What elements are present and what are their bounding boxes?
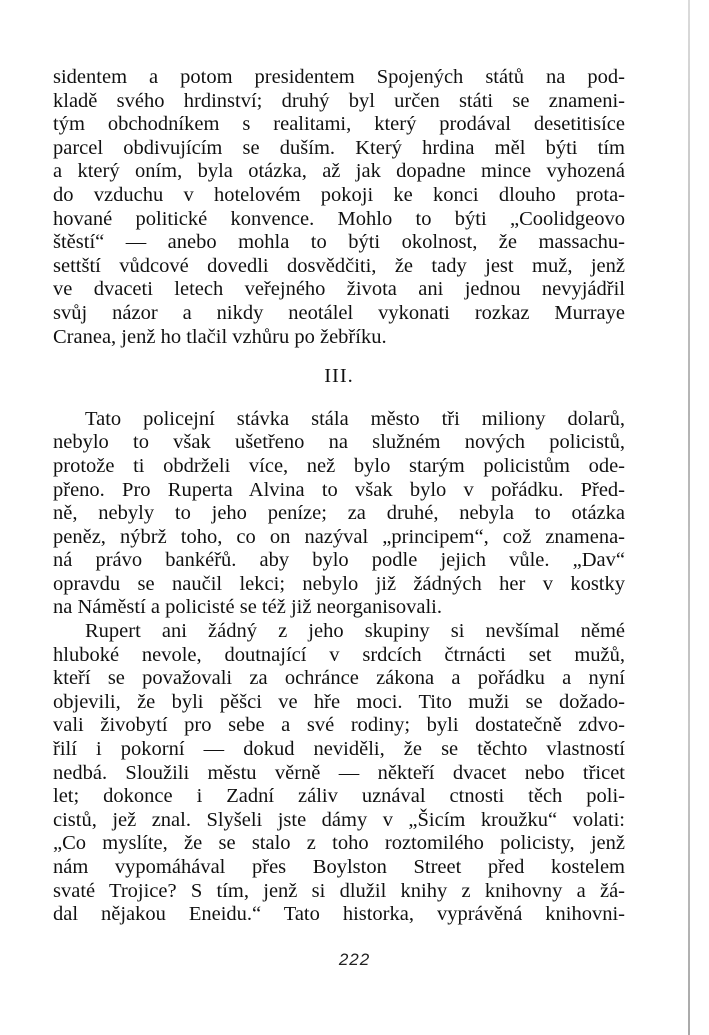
paragraph-2 (53, 408, 625, 620)
text-line: ně, nebyly to jeho peníze; za druhé, nebyla to otázka (53, 502, 625, 525)
text-line: ná právo bankéřů. aby bylo podle jejich vůle. „Dav“ (53, 549, 625, 572)
paragraph-3 (53, 620, 625, 927)
text-line: štěstí“ — anebo mohla to býti okolnost, že massachu- (53, 231, 625, 254)
section-heading: III. (324, 365, 354, 388)
text-line: svaté Trojice? S tím, jenž si dlužil knihy z knihovny a žá- (53, 879, 625, 902)
text-line: kteří se považovali za ochránce zákona a pořádku a nyní (53, 667, 625, 690)
text-line: vali živobytí pro sebe a své rodiny; byli dostatečně zdvo- (53, 714, 625, 737)
text-line: nám vypomáhával přes Boylston Street před kostelem (53, 856, 625, 878)
page-number: 222 (338, 950, 371, 969)
body-text (53, 66, 625, 927)
text-line: peněz, nýbrž toho, co on nazýval „principem“, což znamena- (53, 525, 625, 548)
text-line: na Náměstí a policisté se též již neorganisovali. (53, 596, 442, 619)
text-line: řilí i pokorní — dokud neviděli, že se těchto vlastností (53, 738, 625, 761)
text-line: cistů, jež znal. Slyšeli jste dámy v „Šicím kroužku“ volati: (53, 808, 625, 831)
text-line: a který oním, byla otázka, až jak dopadne mince vyhozená (53, 160, 625, 183)
text-line: do vzduchu v hotelovém pokoji ke konci dlouho prota- (53, 183, 625, 206)
text-line: hluboké nevole, doutnající v srdcích čtrnácti set mužů, (53, 643, 625, 666)
page-edge-shadow (688, 0, 690, 1035)
text-line: svůj názor a nikdy neotálel vykonati rozkaz Murraye (53, 301, 625, 324)
text-line: Rupert ani žádný z jeho skupiny si nevšímal němé (85, 620, 625, 643)
text-line: „Co myslíte, že se stalo z toho roztomilého policisty, jenž (53, 832, 625, 855)
text-line: objevili, že byli pěšci ve hře moci. Tito muži se dožado- (53, 690, 625, 713)
text-line: ve dvaceti letech veřejného života ani jednou nevyjádřil (53, 278, 625, 301)
text-line: přeno. Pro Ruperta Alvina to však bylo v pořádku. Před- (53, 478, 625, 501)
paragraph-1 (53, 66, 625, 349)
text-line: Tato policejní stávka stála město tři miliony dolarů, (85, 407, 625, 430)
text-line: dal nějakou Eneidu.“ Tato historka, vyprávěná knihovni- (53, 903, 625, 926)
text-line: hované politické konvence. Mohlo to býti „Coolidgeovo (53, 207, 625, 230)
text-line: kladě svého hrdinství; druhý byl určen státi se znameni- (53, 89, 625, 112)
text-line: nedbá. Sloužili městu věrně — někteří dvacet nebo třicet (53, 761, 625, 784)
text-line: sidentem a potom presidentem Spojených států na pod- (53, 66, 625, 88)
text-line: settští vůdcové dovedli dosvědčiti, že tady jest muž, jenž (53, 254, 625, 277)
text-line: Cranea, jenž ho tlačil vzhůru po žebříku. (53, 325, 387, 348)
text-line: parcel obdivujícím se duším. Který hrdina měl býti tím (53, 136, 625, 159)
text-line: protože ti obdrželi více, než bylo starým policistům ode- (53, 454, 625, 477)
text-line: opravdu se naučil lekci; nebylo již žádných her v kostky (53, 572, 625, 595)
text-line: let; dokonce i Zadní záliv uznával ctnosti těch poli- (53, 785, 625, 808)
text-line: tým obchodníkem s realitami, který prodával desetitisíce (53, 113, 625, 136)
text-line: nebylo to však ušetřeno na služném nových policistů, (53, 431, 625, 454)
